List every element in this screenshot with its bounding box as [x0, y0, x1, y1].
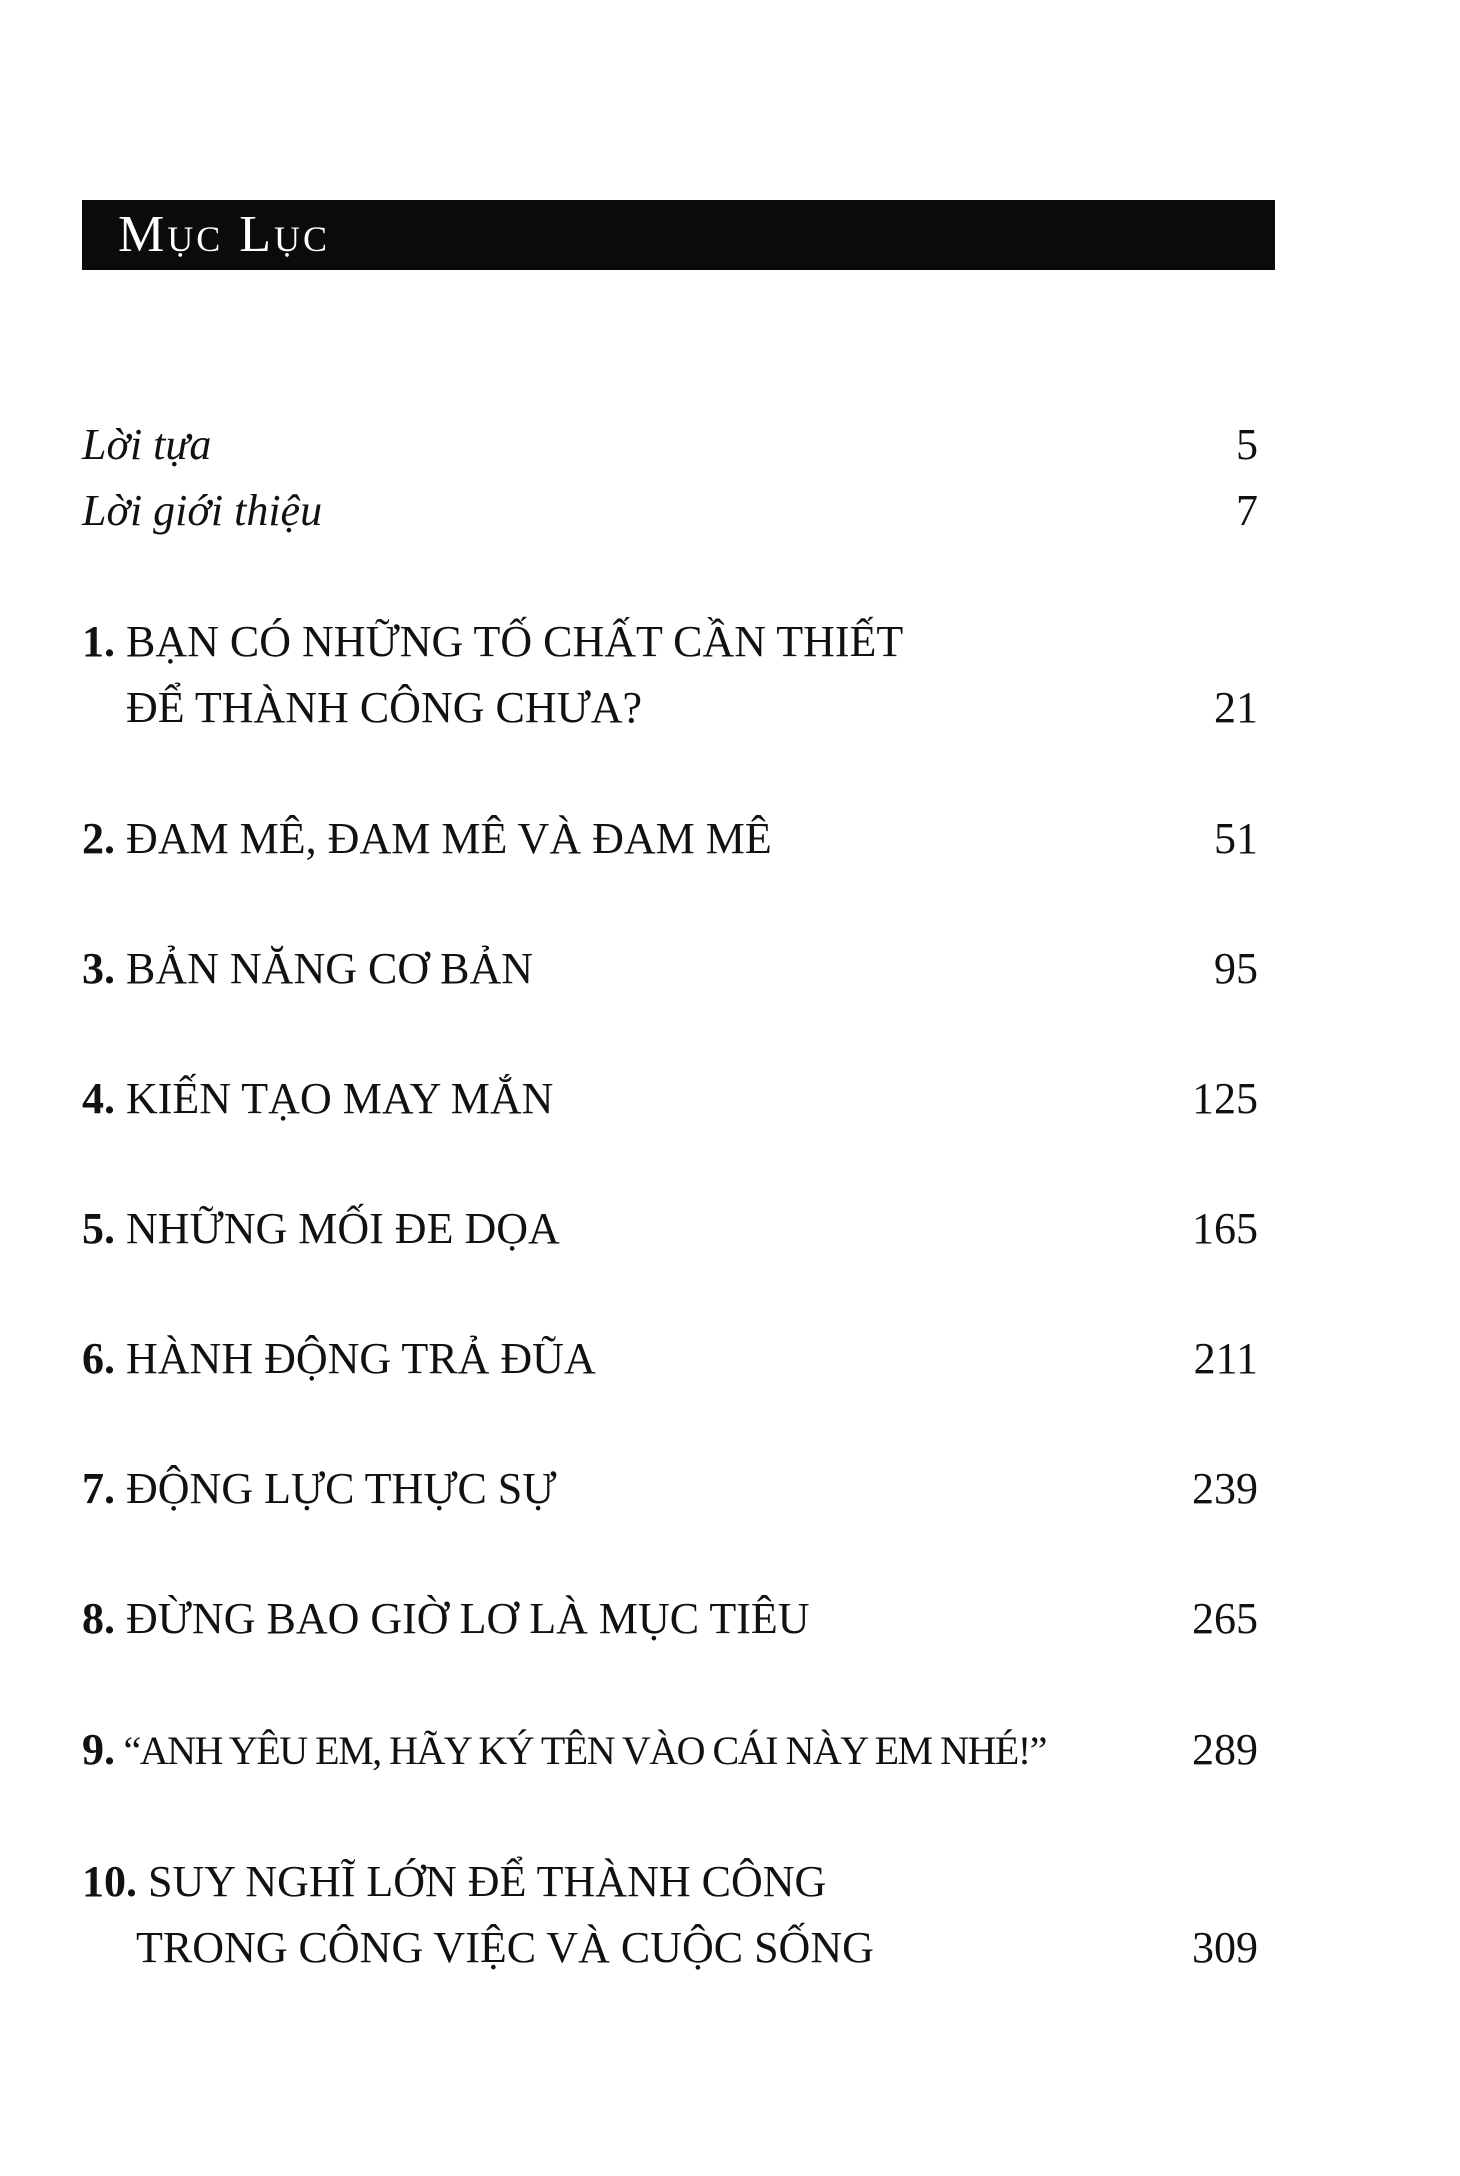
chapter-title-line-1: BẠN CÓ NHỮNG TỐ CHẤT CẦN THIẾT	[126, 617, 904, 666]
chapter-number: 2.	[82, 814, 115, 863]
chapter-number: 1.	[82, 617, 115, 666]
toc-entry-title: Lời giới thiệu	[82, 486, 323, 535]
toc-entry-title	[82, 1717, 1046, 1784]
toc-entry-title	[82, 1586, 810, 1652]
chapter-title-line-2: ĐỂ THÀNH CÔNG CHƯA?	[126, 683, 643, 732]
toc-entry-page: 309	[1192, 1923, 1258, 1972]
toc-entry-page: 21	[1214, 683, 1258, 732]
chapter-number: 4.	[82, 1074, 115, 1123]
toc-entry-page: 95	[1214, 944, 1258, 993]
toc-entry-title	[82, 1456, 556, 1522]
toc-entry-title	[82, 806, 772, 872]
toc-entry-title	[82, 1066, 553, 1132]
toc-entry-title	[82, 1849, 874, 1981]
chapter-number: 7.	[82, 1464, 115, 1513]
toc-entry-page: 211	[1193, 1334, 1258, 1383]
chapter-number: 8.	[82, 1594, 115, 1643]
toc-entry-chapter-10	[82, 1849, 1258, 1981]
toc-entry-page: 239	[1192, 1464, 1258, 1513]
chapter-title: HÀNH ĐỘNG TRẢ ĐŨA	[126, 1334, 596, 1383]
chapter-title: NHỮNG MỐI ĐE DỌA	[126, 1204, 560, 1253]
chapter-title-line-1: SUY NGHĨ LỚN ĐỂ THÀNH CÔNG	[148, 1857, 827, 1906]
toc-entry-page: 265	[1192, 1594, 1258, 1643]
chapter-number: 3.	[82, 944, 115, 993]
toc-header-bar	[82, 200, 1275, 270]
chapter-number: 6.	[82, 1334, 115, 1383]
chapter-number: 9.	[82, 1725, 115, 1774]
chapter-title: “ANH YÊU EM, HÃY KÝ TÊN VÀO CÁI NÀY EM NHÉ!”	[123, 1728, 1046, 1773]
toc-entry-page: 51	[1214, 814, 1258, 863]
chapter-number: 5.	[82, 1204, 115, 1253]
chapter-title: ĐAM MÊ, ĐAM MÊ VÀ ĐAM MÊ	[126, 814, 772, 863]
toc-entry-title	[82, 1326, 596, 1392]
toc-entry-page: 125	[1192, 1074, 1258, 1123]
toc-entry-title: Lời tựa	[82, 420, 212, 469]
chapter-title: ĐỘNG LỰC THỰC SỰ	[126, 1464, 557, 1513]
chapter-title-line-2: TRONG CÔNG VIỆC VÀ CUỘC SỐNG	[136, 1923, 874, 1972]
page-title: Mục Lục	[118, 206, 331, 263]
toc-entry-page: 165	[1192, 1204, 1258, 1253]
toc-entry-title	[82, 936, 533, 1002]
toc-entry-page: 289	[1192, 1725, 1258, 1774]
chapter-title: KIẾN TẠO MAY MẮN	[126, 1074, 554, 1123]
toc-entry-page: 7	[1236, 486, 1258, 535]
toc-entry-chapter-1	[82, 609, 1258, 741]
chapter-title: ĐỪNG BAO GIỜ LƠ LÀ MỤC TIÊU	[126, 1594, 810, 1643]
toc-entry-title	[82, 609, 903, 741]
chapter-title: BẢN NĂNG CƠ BẢN	[126, 944, 534, 993]
toc-entry-page: 5	[1236, 420, 1258, 469]
chapter-number: 10.	[82, 1857, 137, 1906]
toc-entry-title	[82, 1196, 560, 1262]
